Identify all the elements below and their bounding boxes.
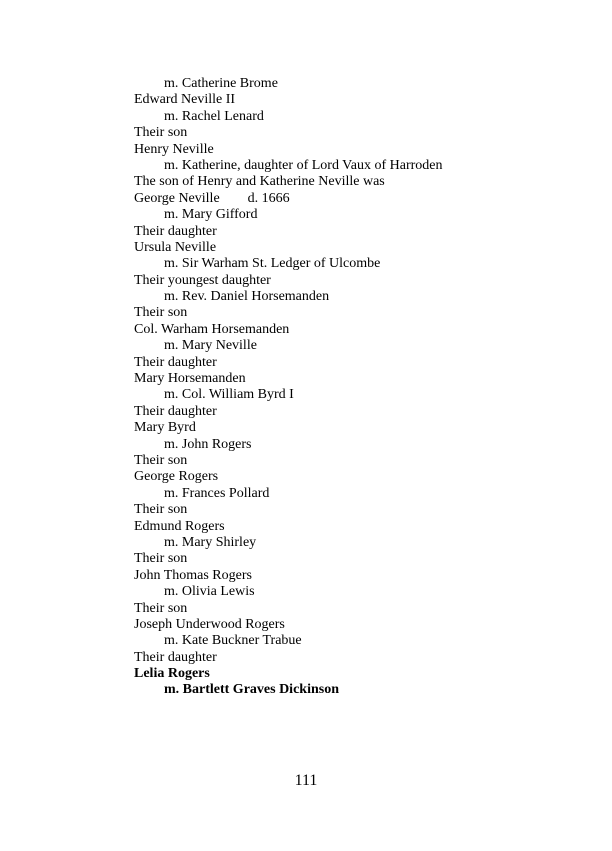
genealogy-text <box>134 76 594 699</box>
text-line: Their youngest daughter <box>134 272 271 288</box>
text-line: Ursula Neville <box>134 239 217 255</box>
text-line: Their daughter <box>134 403 217 419</box>
marriage-line: m. Sir Warham St. Ledger of Ulcombe <box>164 256 381 272</box>
text-line: Their daughter <box>134 354 217 370</box>
marriage-line: m. Col. William Byrd I <box>164 387 294 403</box>
text-line: Their son <box>134 502 188 518</box>
marriage-line: m. Rev. Daniel Horsemanden <box>164 289 330 305</box>
text-line: Henry Neville <box>134 141 214 157</box>
text-line: Their daughter <box>134 223 217 239</box>
text-line: Their son <box>134 305 188 321</box>
page-number: 111 <box>294 772 318 789</box>
text-line: Lelia Rogers <box>134 666 210 682</box>
text-line: Their son <box>134 125 188 141</box>
marriage-line: m. Olivia Lewis <box>164 584 255 600</box>
text-line: Edmund Rogers <box>134 518 225 534</box>
text-line: Their son <box>134 600 188 616</box>
text-line: Col. Warham Horsemanden <box>134 321 290 337</box>
text-line: Their daughter <box>134 649 217 665</box>
text-line: George Neville d. 1666 <box>134 190 290 206</box>
marriage-line: m. Catherine Brome <box>164 76 278 91</box>
text-line: Mary Byrd <box>134 420 196 436</box>
marriage-line: m. Mary Neville <box>164 338 257 354</box>
marriage-line: m. Kate Buckner Trabue <box>164 633 302 649</box>
marriage-line: m. Katherine, daughter of Lord Vaux of Harroden <box>164 157 443 173</box>
marriage-line: m. Frances Pollard <box>164 485 270 501</box>
text-line: Their son <box>134 551 188 567</box>
marriage-line: m. Mary Shirley <box>164 534 257 550</box>
marriage-line: m. Bartlett Graves Dickinson <box>164 682 339 698</box>
marriage-line: m. Mary Gifford <box>164 207 258 223</box>
text-line: Their son <box>134 452 188 468</box>
text-line: Edward Neville II <box>134 92 236 108</box>
text-line: Joseph Underwood Rogers <box>134 616 285 632</box>
marriage-line: m. Rachel Lenard <box>164 108 264 124</box>
marriage-line: m. John Rogers <box>164 436 252 452</box>
text-line: John Thomas Rogers <box>134 567 252 583</box>
text-line: George Rogers <box>134 469 219 485</box>
text-line: Mary Horsemanden <box>134 371 246 387</box>
text-line: The son of Henry and Katherine Neville was <box>134 174 385 190</box>
